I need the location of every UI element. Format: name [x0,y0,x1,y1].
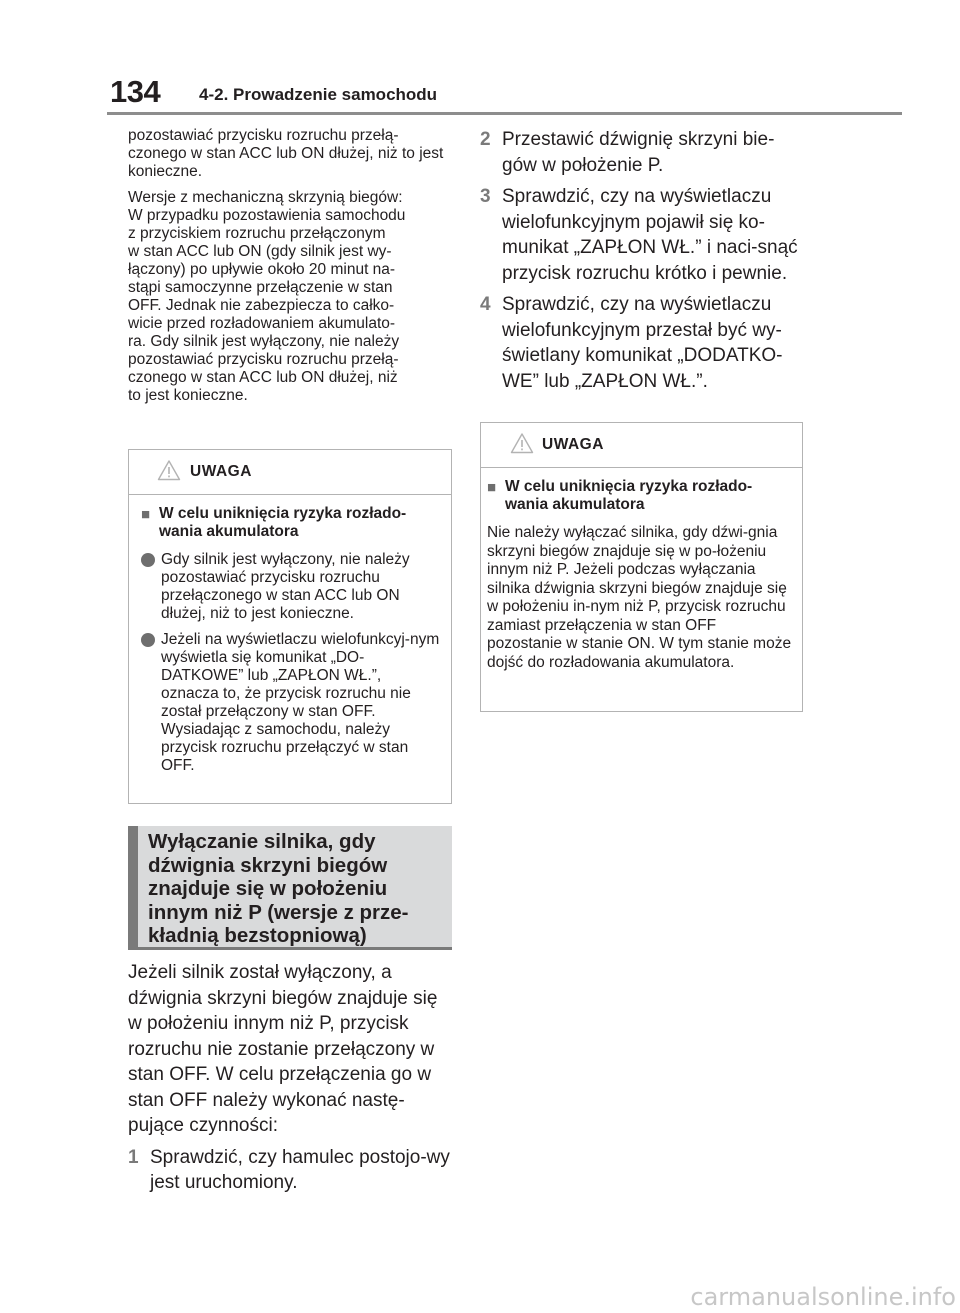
warning-bullet-text: Gdy silnik jest wyłączony, nie należy pozostawiać przycisku rozruchu przełączonego w stan ACC lub ON dłużej, niż to jest konieczne. [161,551,410,622]
step-text: Sprawdzić, czy na wyświetlaczu wielofunkcyjnym pojawił się ko-munikat „ZAPŁON WŁ.” i naci-snąć przycisk rozruchu krótko i pewnie. [502,186,798,284]
text-line: łączony) po upływie około 20 minut na- [128,261,396,278]
warning-bullet [141,631,441,775]
warning-box-left [128,449,452,804]
text-line: z przyciskiem rozruchu przełączonym [128,225,386,242]
text-line: pozostawiać przycisku rozruchu przełą- [128,351,399,368]
warning-triangle-icon [157,459,181,481]
step-2 [480,127,803,178]
left-column [128,127,454,774]
step-text: Sprawdzić, czy hamulec postojo-wy jest uruchomiony. [150,1146,450,1193]
section-title: 4-2. Prowadzenie samochodu [199,85,438,104]
warning-label: UWAGA [190,463,252,480]
text-line: OFF. Jednak nie zabezpiecza to całko- [128,297,395,314]
right-column [480,127,803,671]
warning-box-right [480,422,803,712]
warning-title-text: W celu uniknięcia ryzyka rozłado-wania akumulatora [505,478,753,513]
circle-bullet-icon [141,633,155,647]
square-bullet-icon: ■ [141,506,151,523]
warning-header [129,450,451,495]
step-number: 3 [480,186,491,207]
text-line: to jest konieczne. [128,387,248,404]
warning-header [481,423,802,468]
page-header [0,0,960,118]
text-line: ra. Gdy silnik jest wyłączony, nie należy [128,333,400,350]
paragraph-intro: pozostawiać przycisku rozruchu przełą-czonego w stan ACC lub ON dłużej, niż to jest konieczne. [128,127,444,180]
warning-text: Nie należy wyłączać silnika, gdy dźwi-gnia skrzyni biegów znajduje się w po-łożeniu innym niż P. Jeżeli podczas wyłączania silnika dźwignia skrzyni biegów znajduje się w położeniu in-nym niż P, przycisk rozruchu zamiast przełączenia w stan OFF pozostanie w stanie ON. W tym stanie może dojść do rozładowania akumulatora. [487,524,792,671]
watermark: carmanualsonline.info [690,1283,956,1311]
text-line: Wersje z mechaniczną skrzynią biegów: [128,189,403,206]
text-line: stąpi samoczynne przełączenie w stan [128,279,393,296]
warning-triangle-icon [510,432,534,454]
square-bullet-icon: ■ [487,479,497,496]
warning-bullet [141,551,441,623]
step-number: 1 [128,1146,139,1168]
body-paragraph: Jeżeli silnik został wyłączony, a dźwignia skrzyni biegów znajduje się w położeniu innym niż P, przycisk rozruchu nie zostanie przełączony w stan OFF. W celu przełączenia go w stan OFF należy wykonać nastę-pujące czynności: [128,962,438,1136]
header-divider [107,112,902,115]
warning-title-text: W celu uniknięcia ryzyka rozłado-wania akumulatora [159,505,407,540]
text-line: wicie przed rozładowaniem akumulato- [128,315,396,332]
step-1 [128,1145,454,1196]
step-3 [480,184,803,286]
step-number: 2 [480,129,491,150]
warning-title [487,478,792,514]
step-text: Przestawić dźwignię skrzyni bie-gów w położenie P. [502,129,775,176]
text-line: w stan ACC lub ON (gdy silnik jest wy- [128,243,392,260]
step-4 [480,292,803,394]
section-heading-box [128,826,452,950]
text-line: W przypadku pozostawienia samochodu [128,207,406,224]
step-text: Sprawdzić, czy na wyświetlaczu wielofunkcyjnym przestał być wy-świetlany komunikat „DODATKO-WE” lub „ZAPŁON WŁ.”. [502,294,783,392]
warning-label: UWAGA [542,436,604,453]
left-lower-text [128,960,454,1202]
warning-body [481,468,802,682]
warning-body [129,495,451,793]
warning-bullet-text: Jeżeli na wyświetlaczu wielofunkcyj-nym wyświetla się komunikat „DO-DATKOWE” lub „ZAPŁON WŁ.”, oznacza to, że przycisk rozruchu nie został przełączony w stan OFF. Wysiadając z samochodu, należy przycisk rozruchu przełączyć w stan OFF. [161,631,440,774]
page-number: 134 [110,74,161,109]
paragraph-manual-versions [128,189,454,405]
text-line: czonego w stan ACC lub ON dłużej, niż [128,369,398,386]
warning-title [141,505,441,541]
circle-bullet-icon [141,553,155,567]
step-number: 4 [480,294,491,315]
section-heading: Wyłączanie silnika, gdy dźwignia skrzyni biegów znajduje się w położeniu innym niż P (wersje z prze-kładnią bezstopniową) [148,830,409,947]
